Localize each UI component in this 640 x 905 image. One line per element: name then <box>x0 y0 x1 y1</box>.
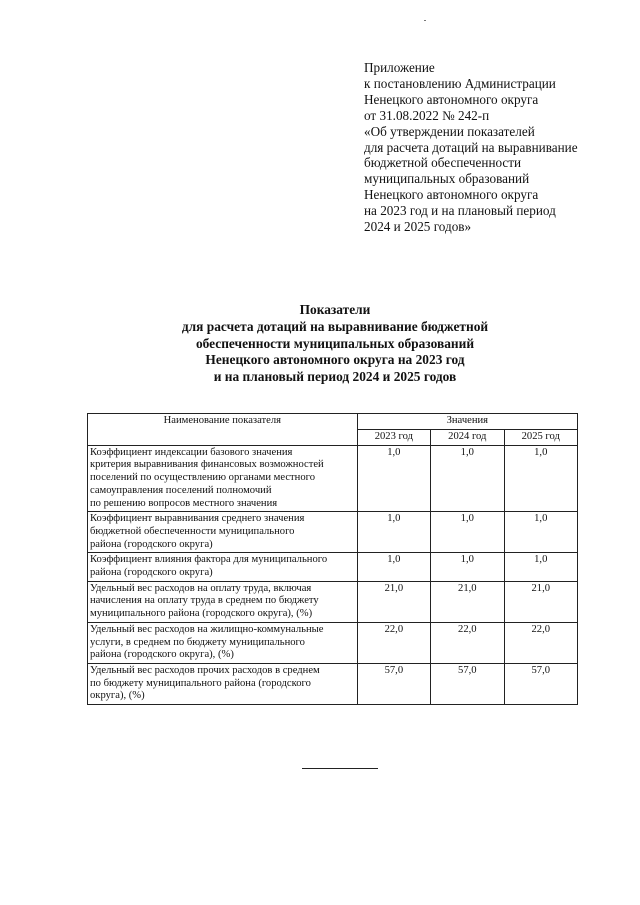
appendix-block <box>364 60 624 235</box>
indicator-name-line: района (городского округа) <box>90 567 213 579</box>
closing-divider <box>302 768 378 769</box>
indicator-name-line: района (городского округа), (%) <box>90 649 234 661</box>
table-row <box>88 663 578 704</box>
indicator-name-line: Удельный вес расходов на оплату труда, включая <box>90 582 312 594</box>
title-line: для расчета дотаций на выравнивание бюджетной <box>181 318 489 334</box>
indicators-table <box>87 413 578 705</box>
document-title <box>90 302 580 386</box>
header-year-2025: 2025 год <box>504 429 577 445</box>
indicator-name-line: по решению вопросов местного значения <box>90 497 278 509</box>
indicator-name-line: Коэффициент влияния фактора для муниципального <box>90 554 328 566</box>
title-line: обеспеченности муниципальных образований <box>195 335 475 351</box>
indicator-name-line: услуги, в среднем по бюджету муниципального <box>90 636 305 648</box>
value-2025: 1,0 <box>504 553 577 581</box>
value-2025: 1,0 <box>504 445 577 512</box>
appendix-line: для расчета дотаций на выравнивание <box>364 139 578 155</box>
indicator-name-line: критерия выравнивания финансовых возможностей <box>90 459 324 471</box>
value-2024: 22,0 <box>431 622 504 663</box>
appendix-line: Приложение <box>364 60 435 75</box>
value-2023: 1,0 <box>357 445 430 512</box>
value-2024: 1,0 <box>431 512 504 553</box>
table-row <box>88 512 578 553</box>
indicator-name <box>88 663 358 704</box>
appendix-line: муниципальных образований <box>364 171 530 187</box>
value-2024: 57,0 <box>431 663 504 704</box>
header-indicator-name: Наименование показателя <box>88 414 358 446</box>
header-values: Значения <box>357 414 577 430</box>
value-2025: 57,0 <box>504 663 577 704</box>
indicator-name-line: бюджетной обеспеченности муниципального <box>90 525 295 537</box>
value-2023: 22,0 <box>357 622 430 663</box>
indicator-name-line: Удельный вес расходов на жилищно-коммунальные <box>90 623 324 635</box>
value-2023: 1,0 <box>357 512 430 553</box>
appendix-line: бюджетной обеспеченности <box>364 155 522 171</box>
indicator-name-line: Коэффициент выравнивания среднего значения <box>90 513 305 525</box>
indicator-name-line: поселений по осуществлению органами местного <box>90 472 316 484</box>
appendix-line: Ненецкого автономного округа <box>364 187 539 203</box>
scan-speck <box>424 20 426 21</box>
value-2025: 1,0 <box>504 512 577 553</box>
indicator-name-line: округа), (%) <box>90 690 145 702</box>
title-line: Ненецкого автономного округа на 2023 год <box>205 352 465 368</box>
indicator-name-line: Удельный вес расходов прочих расходов в среднем <box>90 664 320 676</box>
appendix-line: от 31.08.2022 № 242-п <box>364 107 490 123</box>
indicator-name <box>88 553 358 581</box>
value-2024: 1,0 <box>431 445 504 512</box>
value-2025: 22,0 <box>504 622 577 663</box>
appendix-line: 2024 и 2025 годов» <box>364 219 472 235</box>
title-line: и на плановый период 2024 и 2025 годов <box>213 369 457 385</box>
indicator-name <box>88 581 358 622</box>
table-row <box>88 445 578 512</box>
table-row <box>88 581 578 622</box>
value-2023: 1,0 <box>357 553 430 581</box>
indicator-name-line: по бюджету муниципального района (городского <box>90 677 311 689</box>
appendix-line: на 2023 год и на плановый период <box>364 203 556 219</box>
indicator-name-line: начисления на оплату труда в среднем по бюджету <box>90 595 319 607</box>
indicator-name <box>88 622 358 663</box>
appendix-line: Ненецкого автономного округа <box>364 91 539 107</box>
indicator-name-line: самоуправления поселений полномочий <box>90 484 272 496</box>
appendix-line: «Об утверждении показателей <box>364 123 535 139</box>
value-2023: 21,0 <box>357 581 430 622</box>
table-row <box>88 622 578 663</box>
header-year-2024: 2024 год <box>431 429 504 445</box>
table-row <box>88 553 578 581</box>
value-2024: 1,0 <box>431 553 504 581</box>
indicator-name-line: района (городского округа) <box>90 538 213 550</box>
value-2024: 21,0 <box>431 581 504 622</box>
appendix-line: к постановлению Администрации <box>364 75 556 91</box>
value-2023: 57,0 <box>357 663 430 704</box>
header-year-2023: 2023 год <box>357 429 430 445</box>
indicator-name-line: муниципального района (городского округа), (%) <box>90 608 313 620</box>
indicator-name <box>88 445 358 512</box>
value-2025: 21,0 <box>504 581 577 622</box>
indicator-name-line: Коэффициент индексации базового значения <box>90 446 293 458</box>
title-line: Показатели <box>299 302 371 317</box>
indicator-name <box>88 512 358 553</box>
